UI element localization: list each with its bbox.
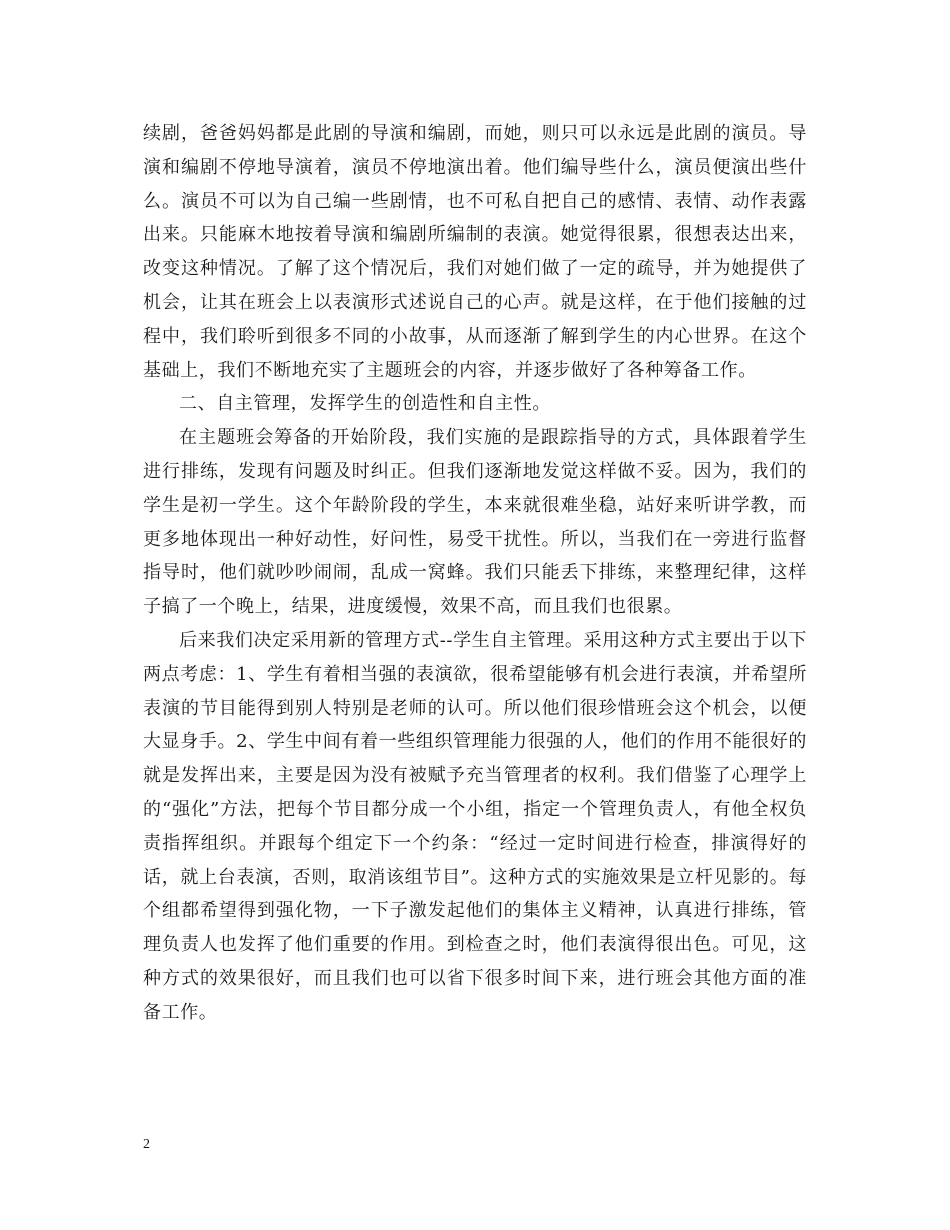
paragraph-continuation: 续剧，爸爸妈妈都是此剧的导演和编剧，而她，则只可以永远是此剧的演员。导演和编剧不停地导演着，演员不停地演出着。他们编导些什么，演员便演出些什么。演员不可以为自己编一些剧情，也不可私自把自己的感情、表情、动作表露出来。只能麻木地按着导演和编剧所编制的表演。她觉得很累，很想表达出来，改变这种情况。了解了这个情况后，我们对她们做了一定的疏导，并为她提供了机会，让其在班会上以表演形式述说自己的心声。就是这样，在于他们接触的过程中，我们聆听到很多不同的小故事，从而逐渐了解到学生的内心世界。在这个基础上，我们不断地充实了主题班会的内容，并逐步做好了各种筹备工作。 — [143, 123, 807, 381]
paragraph: 后来我们决定采用新的管理方式--学生自主管理。采用这种方式主要出于以下两点考虑：1、学生有着相当强的表演欲，很希望能够有机会进行表演，并希望所表演的节目能得到别人特别是老师的认可。所以他们很珍惜班会这个机会，以便大显身手。2、学生中间有着一些组织管理能力很强的人，他们的作用不能很好的就是发挥出来，主要是因为没有被赋予充当管理者的权利。我们借鉴了心理学上的“强化”方法，把每个节目都分成一个小组，指定一个管理负责人，有他全权负责指挥组织。并跟每个组定下一个约条：“经过一定时间进行检查，排演得好的话，就上台表演，否则，取消该组节目”。这种方式的实施效果是立杆见影的。每个组都希望得到强化物，一下子激发起他们的集体主义精神，认真进行排练，管理负责人也发挥了他们重要的作用。到检查之时，他们表演得很出色。可见，这种方式的效果很好，而且我们也可以省下很多时间下来，进行班会其他方面的准备工作。 — [143, 629, 807, 1023]
paragraph: 在主题班会筹备的开始阶段，我们实施的是跟踪指导的方式，具体跟着学生进行排练，发现有问题及时纠正。但我们逐渐地发觉这样做不妥。因为，我们的学生是初一学生。这个年龄阶段的学生，本来就很难坐稳，站好来听讲学教，而更多地体现出一种好动性，好问性，易受干扰性。所以，当我们在一旁进行监督指导时，他们就吵吵闹闹，乱成一窝蜂。我们只能丢下排练，来整理纪律，这样子搞了一个晚上，结果，进度缓慢，效果不高，而且我们也很累。 — [143, 427, 807, 618]
page-number: 2 — [143, 1137, 150, 1152]
body-text — [143, 117, 807, 1030]
section-heading: 二、自主管理，发挥学生的创造性和自主性。 — [179, 393, 551, 415]
